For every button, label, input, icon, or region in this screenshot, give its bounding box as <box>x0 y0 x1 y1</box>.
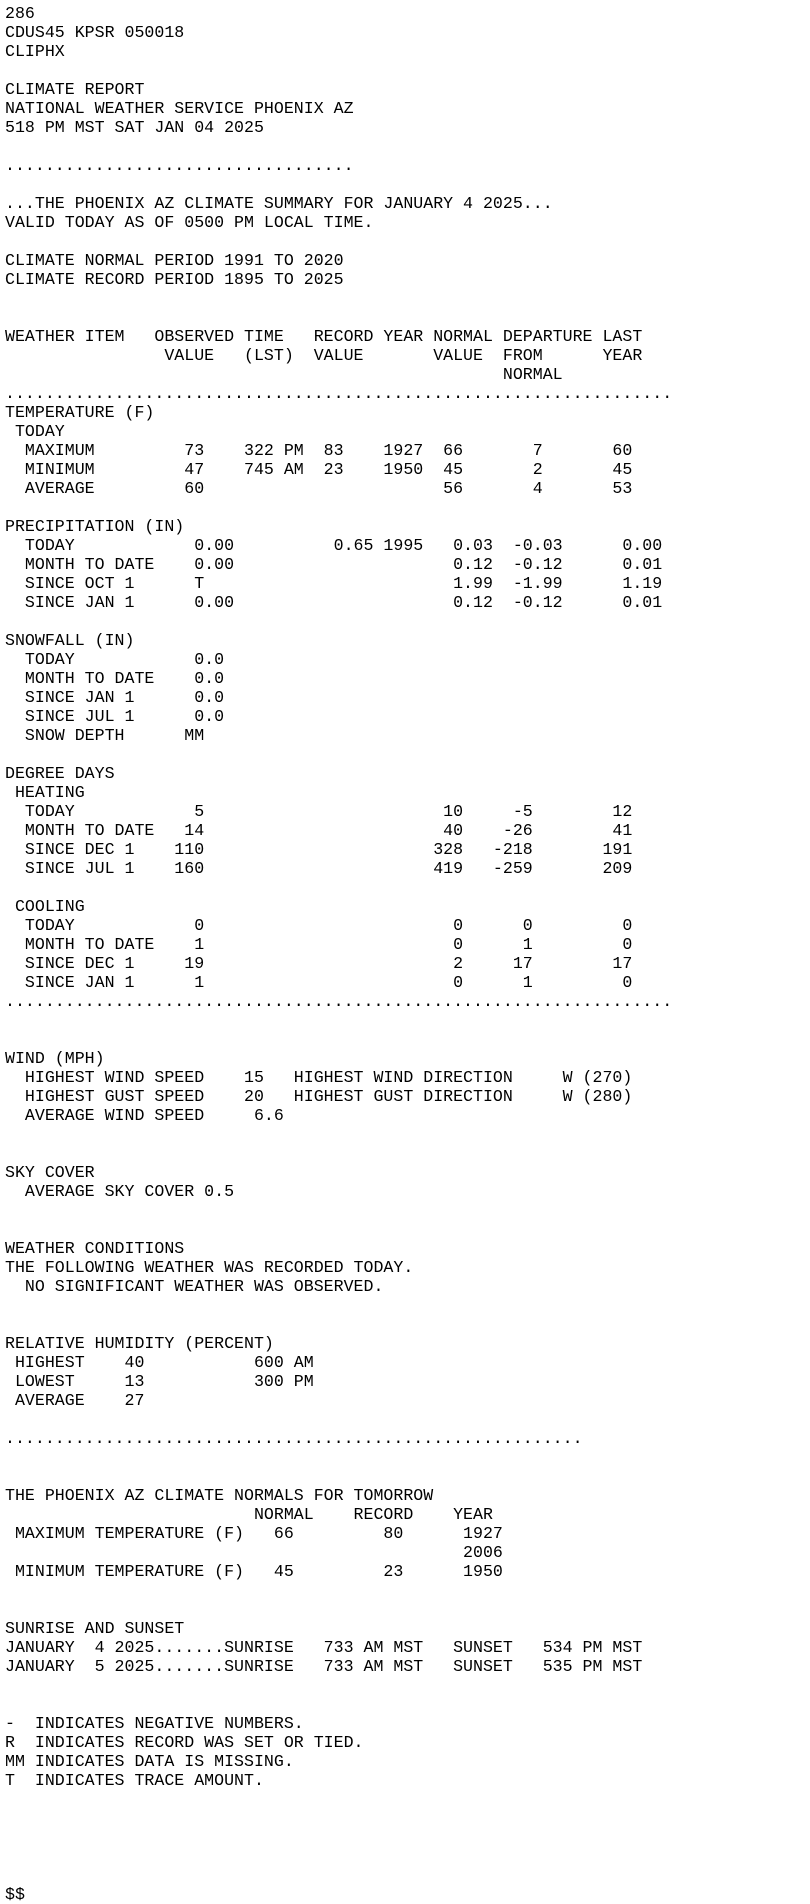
report-line: ................................... <box>5 156 354 175</box>
report-line: SINCE DEC 1 19 2 17 17 <box>5 954 633 973</box>
report-line: SINCE OCT 1 T 1.99 -1.99 1.19 <box>5 574 663 593</box>
report-line: AVERAGE 27 <box>5 1391 145 1410</box>
report-line: VALUE (LST) VALUE VALUE FROM YEAR <box>5 346 643 365</box>
report-line <box>5 878 810 897</box>
report-line: MM INDICATES DATA IS MISSING. <box>5 1752 294 1771</box>
report-line: TODAY <box>5 422 65 441</box>
report-line: HIGHEST WIND SPEED 15 HIGHEST WIND DIRECTION W (270) <box>5 1068 633 1087</box>
report-line: HIGHEST GUST SPEED 20 HIGHEST GUST DIRECTION W (280) <box>5 1087 633 1106</box>
report-line <box>5 1581 810 1600</box>
report-line <box>5 1600 810 1619</box>
report-line <box>5 1676 810 1695</box>
report-line: WIND (MPH) <box>5 1049 105 1068</box>
report-line: SINCE DEC 1 110 328 -218 191 <box>5 840 633 859</box>
report-line: NO SIGNIFICANT WEATHER WAS OBSERVED. <box>5 1277 384 1296</box>
report-line <box>5 1410 810 1429</box>
report-line <box>5 175 810 194</box>
report-line: WEATHER ITEM OBSERVED TIME RECORD YEAR NORMAL DEPARTURE LAST <box>5 327 643 346</box>
report-line <box>5 498 810 517</box>
report-line <box>5 1448 810 1467</box>
report-line: MINIMUM TEMPERATURE (F) 45 23 1950 <box>5 1562 503 1581</box>
report-line: NATIONAL WEATHER SERVICE PHOENIX AZ <box>5 99 354 118</box>
report-line: - INDICATES NEGATIVE NUMBERS. <box>5 1714 304 1733</box>
report-line <box>5 1011 810 1030</box>
report-line <box>5 1847 810 1866</box>
report-line: JANUARY 4 2025.......SUNRISE 733 AM MST SUNSET 534 PM MST <box>5 1638 643 1657</box>
report-line: MONTH TO DATE 0.0 <box>5 669 225 688</box>
report-line: SUNRISE AND SUNSET <box>5 1619 185 1638</box>
report-line: TODAY 0 0 0 0 <box>5 916 633 935</box>
report-line: SNOW DEPTH MM <box>5 726 205 745</box>
report-line <box>5 1467 810 1486</box>
report-line <box>5 1809 810 1828</box>
report-line: PRECIPITATION (IN) <box>5 517 185 536</box>
report-line: CLIMATE NORMAL PERIOD 1991 TO 2020 <box>5 251 344 270</box>
report-line: SNOWFALL (IN) <box>5 631 135 650</box>
report-line: THE PHOENIX AZ CLIMATE NORMALS FOR TOMORROW <box>5 1486 434 1505</box>
report-line <box>5 61 810 80</box>
report-line: NORMAL <box>5 365 563 384</box>
report-line: NORMAL RECORD YEAR <box>5 1505 493 1524</box>
report-line: THE FOLLOWING WEATHER WAS RECORDED TODAY. <box>5 1258 414 1277</box>
report-line <box>5 745 810 764</box>
report-line: WEATHER CONDITIONS <box>5 1239 185 1258</box>
report-line: .......................................................... <box>5 1429 583 1448</box>
report-line: $$ <box>5 1885 25 1904</box>
report-line: MONTH TO DATE 0.00 0.12 -0.12 0.01 <box>5 555 663 574</box>
report-line: SINCE JAN 1 0.0 <box>5 688 225 707</box>
report-line: TODAY 0.0 <box>5 650 225 669</box>
report-line <box>5 1201 810 1220</box>
report-line <box>5 1296 810 1315</box>
report-line: VALID TODAY AS OF 0500 PM LOCAL TIME. <box>5 213 374 232</box>
report-line <box>5 1866 810 1885</box>
report-line: SINCE JUL 1 160 419 -259 209 <box>5 859 633 878</box>
report-line <box>5 1315 810 1334</box>
report-line: MONTH TO DATE 14 40 -26 41 <box>5 821 633 840</box>
report-line: MINIMUM 47 745 AM 23 1950 45 2 45 <box>5 460 633 479</box>
report-line: MAXIMUM TEMPERATURE (F) 66 80 1927 <box>5 1524 503 1543</box>
report-line: 518 PM MST SAT JAN 04 2025 <box>5 118 264 137</box>
report-line: HEATING <box>5 783 85 802</box>
report-line <box>5 1125 810 1144</box>
report-line: MAXIMUM 73 322 PM 83 1927 66 7 60 <box>5 441 633 460</box>
report-line <box>5 1790 810 1809</box>
report-line: SINCE JUL 1 0.0 <box>5 707 225 726</box>
report-line: TODAY 5 10 -5 12 <box>5 802 633 821</box>
report-line <box>5 1220 810 1239</box>
report-line <box>5 137 810 156</box>
report-line <box>5 308 810 327</box>
report-line <box>5 1828 810 1847</box>
report-line: ...THE PHOENIX AZ CLIMATE SUMMARY FOR JANUARY 4 2025... <box>5 194 553 213</box>
report-line: TODAY 0.00 0.65 1995 0.03 -0.03 0.00 <box>5 536 663 555</box>
report-line <box>5 1144 810 1163</box>
report-line: R INDICATES RECORD WAS SET OR TIED. <box>5 1733 364 1752</box>
report-line: TEMPERATURE (F) <box>5 403 155 422</box>
report-line: AVERAGE WIND SPEED 6.6 <box>5 1106 284 1125</box>
report-line: CLIPHX <box>5 42 65 61</box>
report-line: JANUARY 5 2025.......SUNRISE 733 AM MST SUNSET 535 PM MST <box>5 1657 643 1676</box>
report-line: CDUS45 KPSR 050018 <box>5 23 185 42</box>
report-line: AVERAGE 60 56 4 53 <box>5 479 633 498</box>
report-line <box>5 612 810 631</box>
report-line: AVERAGE SKY COVER 0.5 <box>5 1182 235 1201</box>
report-line <box>5 1695 810 1714</box>
report-line: CLIMATE RECORD PERIOD 1895 TO 2025 <box>5 270 344 289</box>
report-line: ................................................................... <box>5 384 673 403</box>
report-line: CLIMATE REPORT <box>5 80 145 99</box>
report-line: SINCE JAN 1 1 0 1 0 <box>5 973 633 992</box>
report-line: LOWEST 13 300 PM <box>5 1372 314 1391</box>
report-line: SKY COVER <box>5 1163 95 1182</box>
report-line <box>5 289 810 308</box>
report-line: DEGREE DAYS <box>5 764 115 783</box>
report-line: COOLING <box>5 897 85 916</box>
report-line: MONTH TO DATE 1 0 1 0 <box>5 935 633 954</box>
report-line: 286 <box>5 4 35 23</box>
report-line: HIGHEST 40 600 AM <box>5 1353 314 1372</box>
report-line <box>5 232 810 251</box>
report-line: 2006 <box>5 1543 503 1562</box>
report-line: RELATIVE HUMIDITY (PERCENT) <box>5 1334 274 1353</box>
report-line: ................................................................... <box>5 992 673 1011</box>
report-line <box>5 1030 810 1049</box>
report-line: T INDICATES TRACE AMOUNT. <box>5 1771 264 1790</box>
report-line: SINCE JAN 1 0.00 0.12 -0.12 0.01 <box>5 593 663 612</box>
